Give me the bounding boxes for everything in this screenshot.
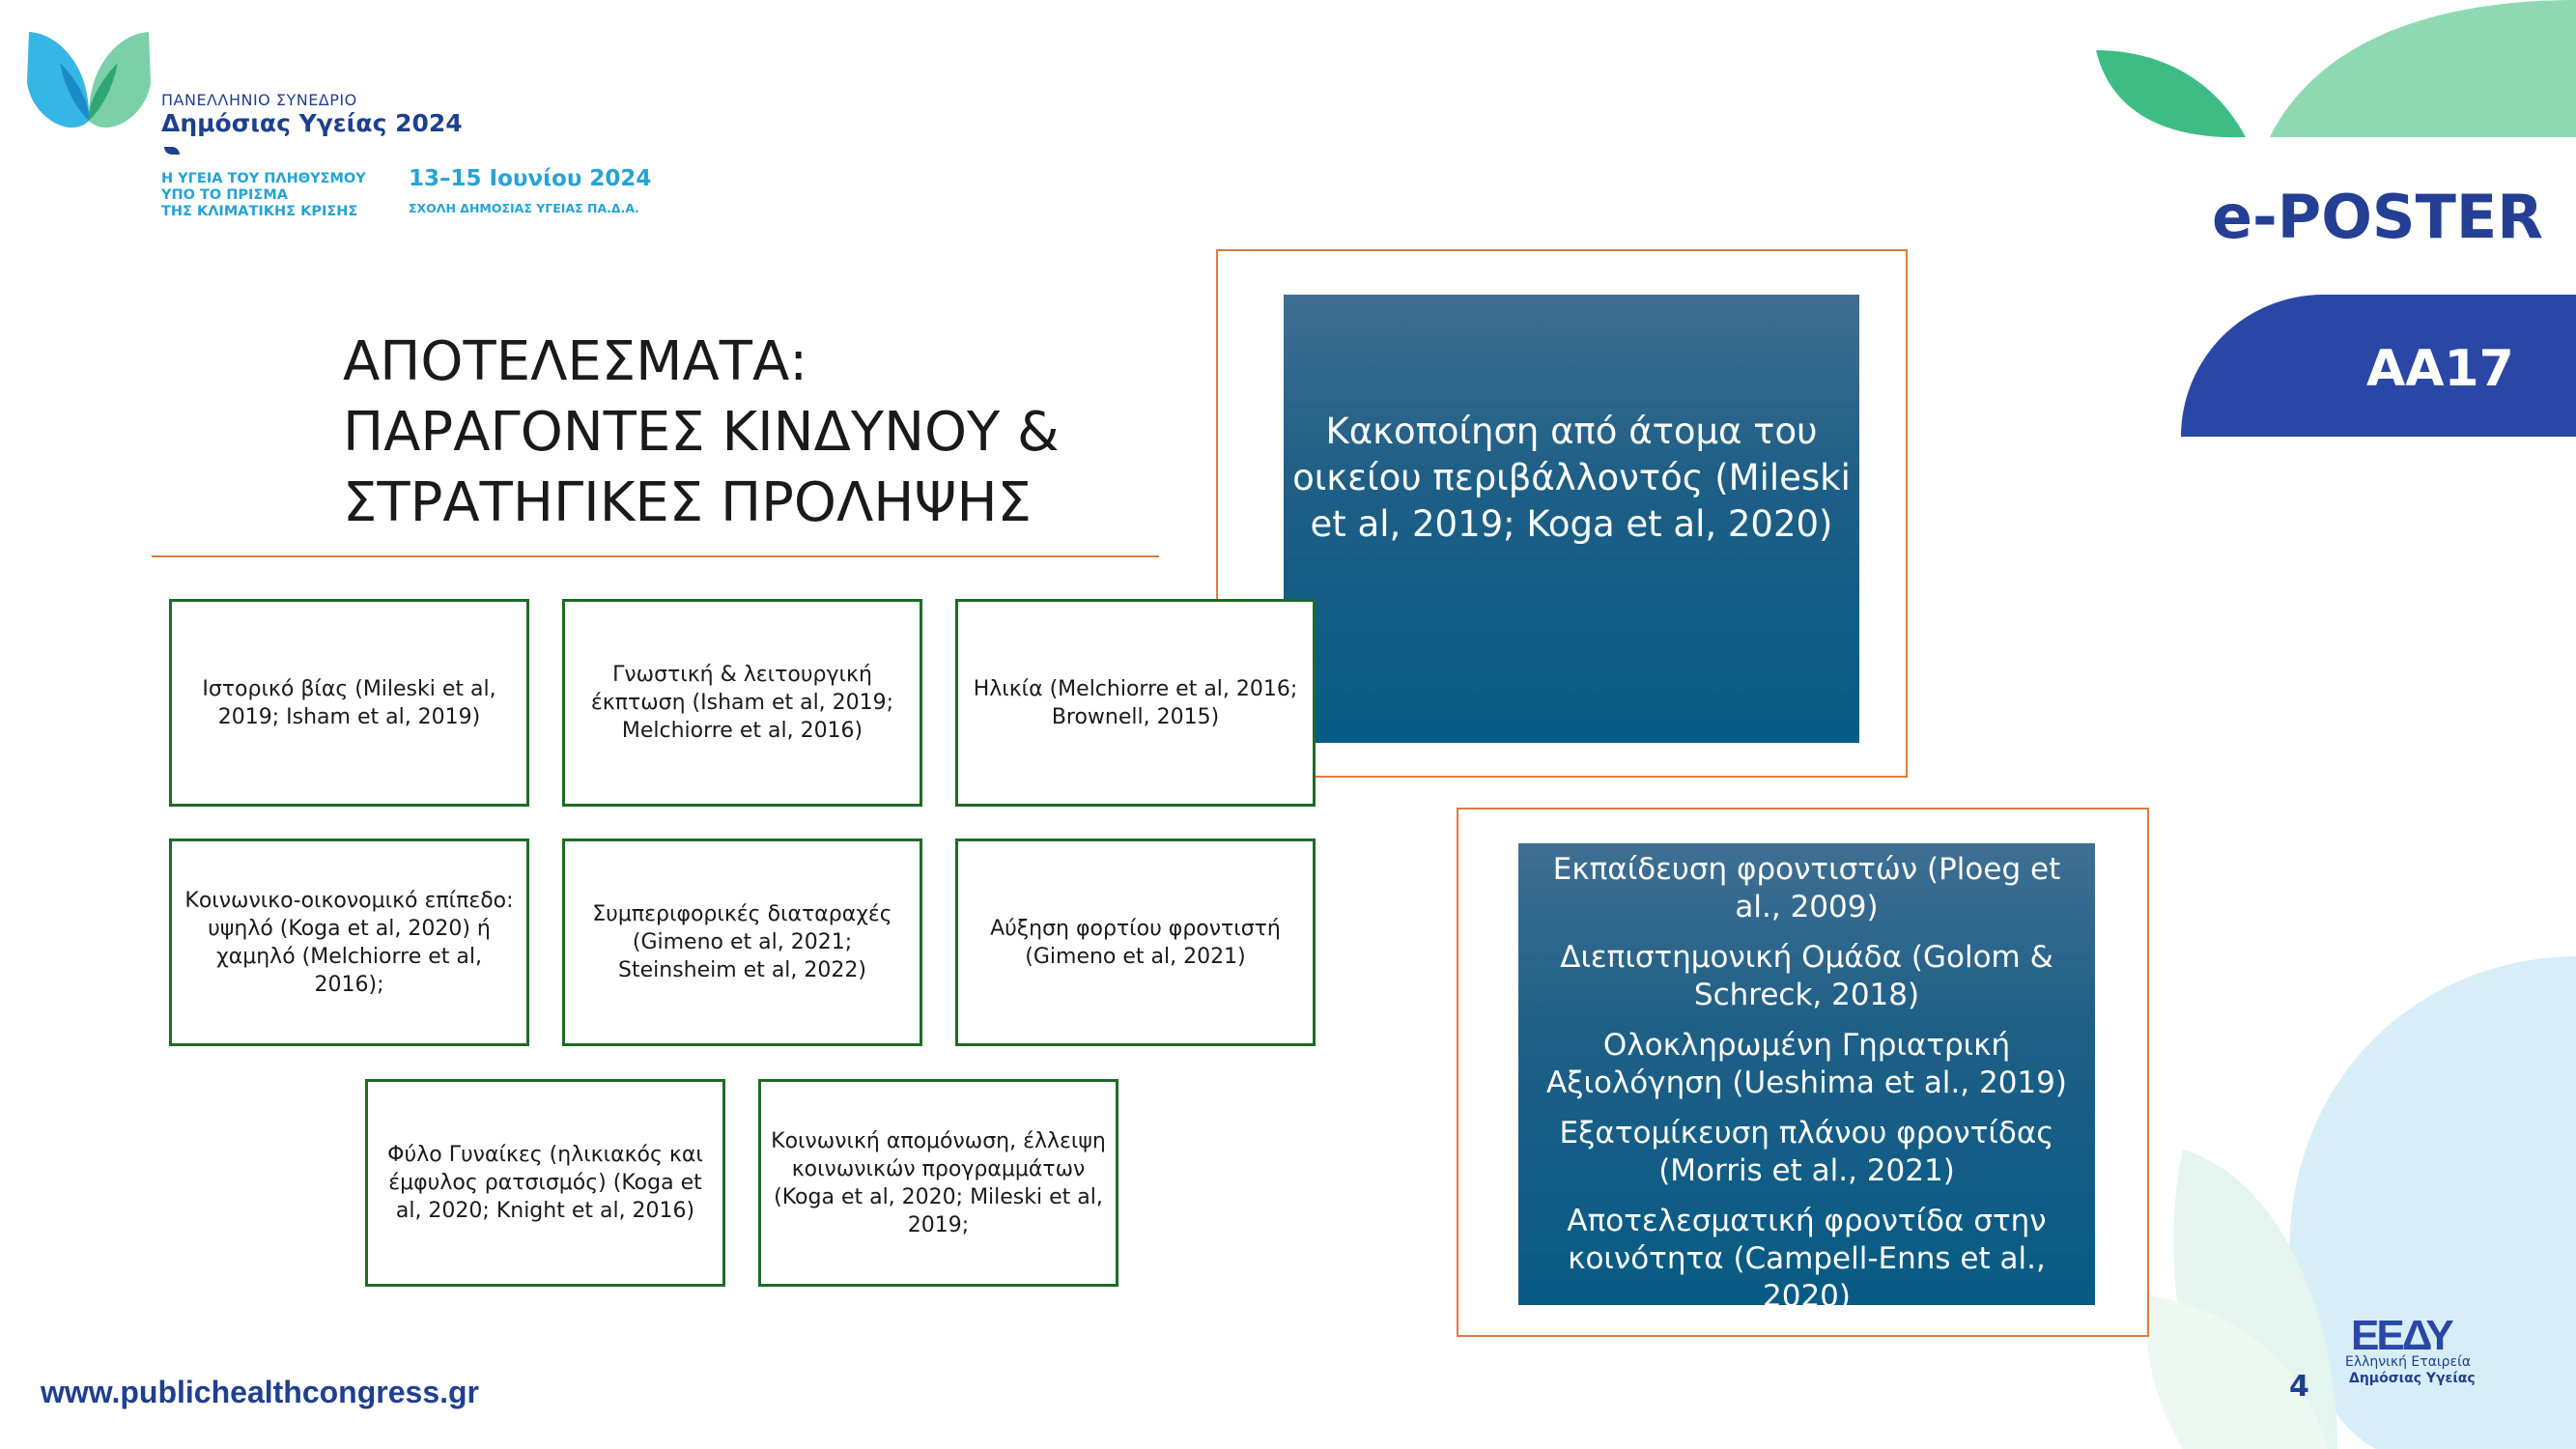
prevention-item: Εκπαίδευση φροντιστών (Ploeg et al., 2009) xyxy=(1552,852,2061,924)
prevention-item: Διεπιστημονική Ομάδα (Golom & Schreck, 2018) xyxy=(1560,940,2053,1012)
theme-line-2: ΥΠΟ ΤΟ ΠΡΙΣΜΑ xyxy=(161,187,288,203)
title-line-1: ΑΠΟΤΕΛΕΣΜΑΤΑ: xyxy=(343,330,808,393)
prevention-item: Ολοκληρωμένη Γηριατρική Αξιολόγηση (Ueshima et al., 2019) xyxy=(1546,1028,2067,1100)
risk-factor-text: Κοινωνικο-οικονομικό επίπεδο: υψηλό (Koga et al, 2020) ή χαμηλό (Melchiorre et al, 2016); xyxy=(184,888,514,997)
prevention-item: Εξατομίκευση πλάνου φροντίδας (Morris et al., 2021) xyxy=(1559,1116,2054,1188)
risk-factor-text: Αύξηση φορτίου φροντιστή (Gimeno et al, 2021) xyxy=(990,916,1281,969)
congress-name: Δημόσιας Υγείας 2024 xyxy=(161,109,463,137)
theme-line-3: ΤΗΣ ΚΛΙΜΑΤΙΚΗΣ ΚΡΙΣΗΣ xyxy=(161,204,358,219)
title-line-2: ΠΑΡΑΓΟΝΤΕΣ ΚΙΝΔΥΝΟΥ & xyxy=(343,401,1060,464)
congress-venue: ΣΧΟΛΗ ΔΗΜΟΣΙΑΣ ΥΓΕΙΑΣ ΠΑ.Δ.Α. xyxy=(409,201,639,215)
congress-theme xyxy=(161,171,366,220)
page-number: 4 xyxy=(2289,1370,2309,1404)
footer-website-link[interactable]: www.publichealthcongress.gr xyxy=(41,1375,479,1409)
congress-dates: 13–15 Ιουνίου 2024 xyxy=(409,166,652,191)
society-name-line-2: Δημόσιας Υγείας xyxy=(2349,1371,2476,1386)
title-underline xyxy=(152,555,1159,557)
slide-title xyxy=(343,327,1060,538)
risk-factor-box xyxy=(365,1079,725,1287)
theme-line-1: Η ΥΓΕΙΑ ΤΟΥ ΠΛΗΘΥΣΜΟΥ xyxy=(161,171,366,186)
risk-factor-box xyxy=(955,599,1316,807)
abuse-panel-text: Κακοποίηση από άτομα του οικείου περιβάλλοντός (Mileski et al, 2019; Koga et al, 2020) xyxy=(1292,411,1851,545)
risk-factor-text: Συμπεριφορικές διαταραχές (Gimeno et al, 2021; Steinsheim et al, 2022) xyxy=(592,902,892,982)
congress-logo-icon xyxy=(21,24,156,150)
prevention-item: Αποτελεσματική φροντίδα στην κοινότητα (Campell-Enns et al., 2020) xyxy=(1567,1204,2047,1314)
eposter-label: e-POSTER xyxy=(2212,182,2543,252)
header-divider-mark xyxy=(164,147,180,155)
risk-factor-text: Γνωστική & λειτουργική έκπτωση (Isham et al, 2019; Melchiorre et al, 2016) xyxy=(590,663,894,743)
risk-factor-text: Κοινωνική απομόνωση, έλλειψη κοινωνικών προγραμμάτων (Koga et al, 2020; Mileski et al, 2019; xyxy=(771,1128,1106,1237)
society-name-line-1: Ελληνική Εταιρεία xyxy=(2345,1354,2472,1370)
risk-factor-box xyxy=(562,838,922,1046)
risk-factor-box xyxy=(758,1079,1118,1287)
risk-factor-box xyxy=(169,838,529,1046)
risk-factor-box xyxy=(562,599,922,807)
prevention-panel xyxy=(1518,843,2095,1314)
risk-factor-box xyxy=(169,599,529,807)
title-line-3: ΣΤΡΑΤΗΓΙΚΕΣ ΠΡΟΛΗΨΗΣ xyxy=(343,471,1032,534)
poster-code: ΑΑ17 xyxy=(2366,340,2514,398)
abuse-panel xyxy=(1284,295,1859,743)
society-logo: ΕΕΔΥ xyxy=(2351,1312,2451,1359)
risk-factor-text: Ηλικία (Melchiorre et al, 2016; Brownell, 2015) xyxy=(973,676,1298,729)
corner-leaves-top-right xyxy=(2086,0,2576,145)
risk-factor-box xyxy=(955,838,1316,1046)
congress-small-label: ΠΑΝΕΛΛΗΝΙΟ ΣΥΝΕΔΡΙΟ xyxy=(161,91,357,109)
risk-factor-text: Ιστορικό βίας (Mileski et al, 2019; Isham et al, 2019) xyxy=(202,676,496,729)
risk-factor-text: Φύλο Γυναίκες (ηλικιακός και έμφυλος ρατσισμός) (Koga et al, 2020; Knight et al, 2016) xyxy=(387,1143,703,1223)
